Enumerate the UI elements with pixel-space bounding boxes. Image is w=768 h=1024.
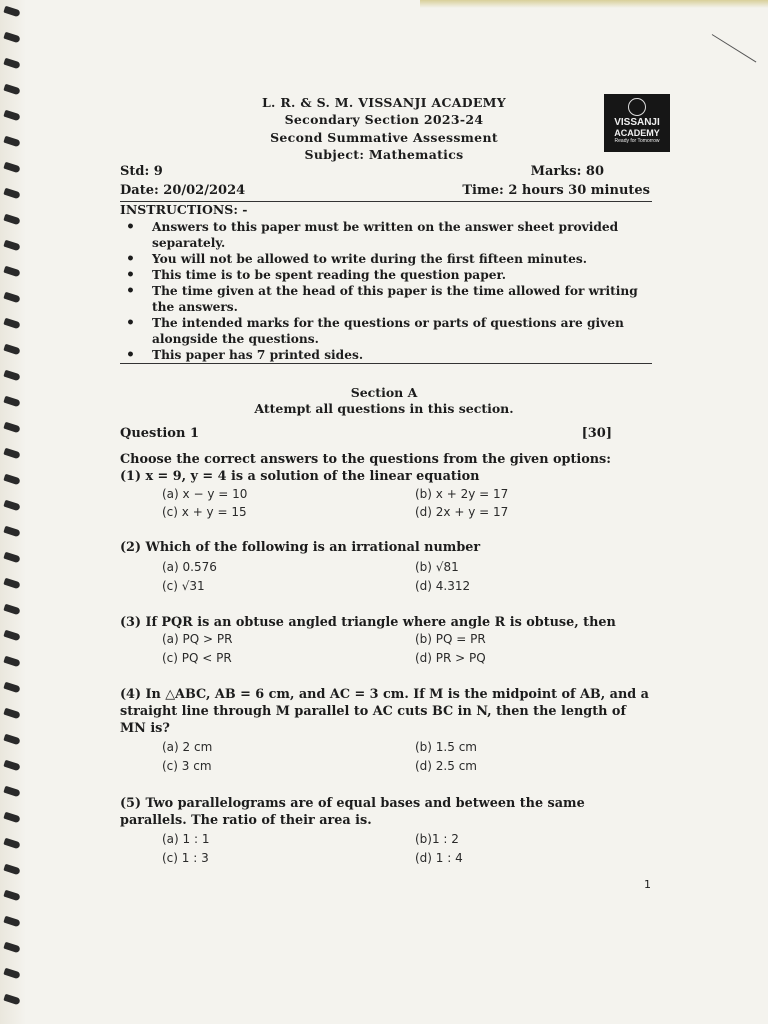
- binding-coil: [3, 968, 20, 980]
- option-5c: (c) 1 : 3: [162, 851, 209, 865]
- binding-coil: [3, 526, 20, 538]
- option-3a: (a) PQ > PR: [162, 632, 233, 646]
- binding-coil: [3, 604, 20, 616]
- binding-coil: [3, 864, 20, 876]
- option-2c: (c) √31: [162, 579, 205, 593]
- page-number: 1: [644, 878, 651, 891]
- binding-coil: [3, 58, 20, 70]
- instruction-item: • Answers to this paper must be written on the answer sheet provided separately.: [120, 219, 652, 251]
- meta-row-1: [120, 164, 650, 179]
- option-5d: (d) 1 : 4: [415, 851, 463, 865]
- binding-coil: [3, 32, 20, 44]
- meta-row-2: [120, 183, 650, 198]
- instruction-item: • The intended marks for the questions or parts of questions are given alongside the questions.: [120, 315, 652, 347]
- exam-name: Second Summative Assessment: [270, 130, 498, 145]
- binding-coil: [3, 838, 20, 850]
- subject: Subject: Mathematics: [304, 147, 464, 162]
- instructions-list: [120, 219, 652, 363]
- section-year: Secondary Section 2023-24: [284, 112, 484, 127]
- binding-coil: [3, 942, 20, 954]
- logo-tagline: Ready for Tomorrow: [614, 138, 660, 144]
- binding-coil: [3, 292, 20, 304]
- binding-coil: [3, 266, 20, 278]
- binding-coil: [3, 890, 20, 902]
- date-label: Date: 20/02/2024: [120, 183, 246, 198]
- binding-coil: [3, 812, 20, 824]
- question-stem-1: (1) x = 9, y = 4 is a solution of the linear equation: [120, 469, 480, 484]
- question-label: Question 1: [120, 426, 200, 441]
- question-stem-3: (3) If PQR is an obtuse angled triangle where angle R is obtuse, then: [120, 615, 616, 630]
- binding-coil: [3, 474, 20, 486]
- option-1a: (a) x − y = 10: [162, 487, 248, 501]
- question-stem-2: (2) Which of the following is an irrational number: [120, 540, 481, 555]
- binding-coil: [3, 760, 20, 772]
- question-1-header: [120, 426, 612, 441]
- option-3c: (c) PQ < PR: [162, 651, 232, 665]
- binding-coil: [3, 240, 20, 252]
- binding-coil: [3, 344, 20, 356]
- binding-coil: [3, 552, 20, 564]
- option-1d: (d) 2x + y = 17: [415, 505, 509, 519]
- question-stem-4: (4) In △ABC, AB = 6 cm, and AC = 3 cm. If M is the midpoint of AB, and a straight line through M parallel to AC cuts BC in N, then the length of MN is?: [120, 687, 649, 736]
- binding-coil: [3, 188, 20, 200]
- section-subtitle: Attempt all questions in this section.: [254, 401, 514, 416]
- binding-coil: [3, 318, 20, 330]
- time-label: Time: 2 hours 30 minutes: [462, 183, 650, 198]
- divider-bottom: [120, 363, 652, 364]
- binding-coil: [3, 214, 20, 226]
- instruction-item: • This time is to be spent reading the question paper.: [120, 267, 652, 283]
- binding-coil: [3, 370, 20, 382]
- binding-coil: [3, 500, 20, 512]
- option-5a: (a) 1 : 1: [162, 832, 210, 846]
- binding-coil: [3, 682, 20, 694]
- school-logo: [604, 94, 670, 152]
- option-2b: (b) √81: [415, 560, 459, 574]
- binding-coil: [3, 734, 20, 746]
- logo-line1: VISSANJI: [614, 117, 660, 128]
- corner-pencil-mark: [712, 34, 757, 62]
- binding-coil: [3, 786, 20, 798]
- option-4c: (c) 3 cm: [162, 759, 212, 773]
- option-5b: (b)1 : 2: [415, 832, 459, 846]
- top-edge-decoration: [420, 0, 768, 8]
- section-title: Section A: [350, 385, 418, 400]
- logo-line2: ACADEMY: [614, 128, 660, 138]
- binding-coil: [3, 916, 20, 928]
- instruction-item: • The time given at the head of this paper is the time allowed for writing the answers.: [120, 283, 652, 315]
- binding-coil: [3, 448, 20, 460]
- binding-coil: [3, 656, 20, 668]
- option-2d: (d) 4.312: [415, 579, 471, 593]
- question-marks: [30]: [581, 426, 612, 441]
- binding-coil: [3, 6, 20, 18]
- option-4d: (d) 2.5 cm: [415, 759, 477, 773]
- std-label: Std: 9: [120, 164, 163, 179]
- option-2a: (a) 0.576: [162, 560, 217, 574]
- question-instruction: Choose the correct answers to the questions from the given options:: [120, 452, 611, 467]
- crest-icon: [628, 98, 646, 116]
- school-name: L. R. & S. M. VISSANJI ACADEMY: [261, 95, 507, 110]
- instructions-title: INSTRUCTIONS: -: [120, 202, 248, 217]
- instruction-item: • You will not be allowed to write during the first fifteen minutes.: [120, 251, 652, 267]
- binding-coil: [3, 630, 20, 642]
- binding-coil: [3, 422, 20, 434]
- option-1b: (b) x + 2y = 17: [415, 487, 509, 501]
- instruction-item: • This paper has 7 printed sides.: [120, 347, 652, 363]
- option-4b: (b) 1.5 cm: [415, 740, 477, 754]
- binding-coil: [3, 708, 20, 720]
- binding-coil: [3, 994, 20, 1006]
- binding-coil: [3, 162, 20, 174]
- binding-coil: [3, 578, 20, 590]
- option-1c: (c) x + y = 15: [162, 505, 247, 519]
- question-stem-5: (5) Two parallelograms are of equal bases and between the same parallels. The ratio of their area is.: [120, 796, 585, 828]
- option-3b: (b) PQ = PR: [415, 632, 486, 646]
- option-3d: (d) PR > PQ: [415, 651, 486, 665]
- binding-coil: [3, 84, 20, 96]
- option-4a: (a) 2 cm: [162, 740, 213, 754]
- marks-label: Marks: 80: [530, 164, 604, 179]
